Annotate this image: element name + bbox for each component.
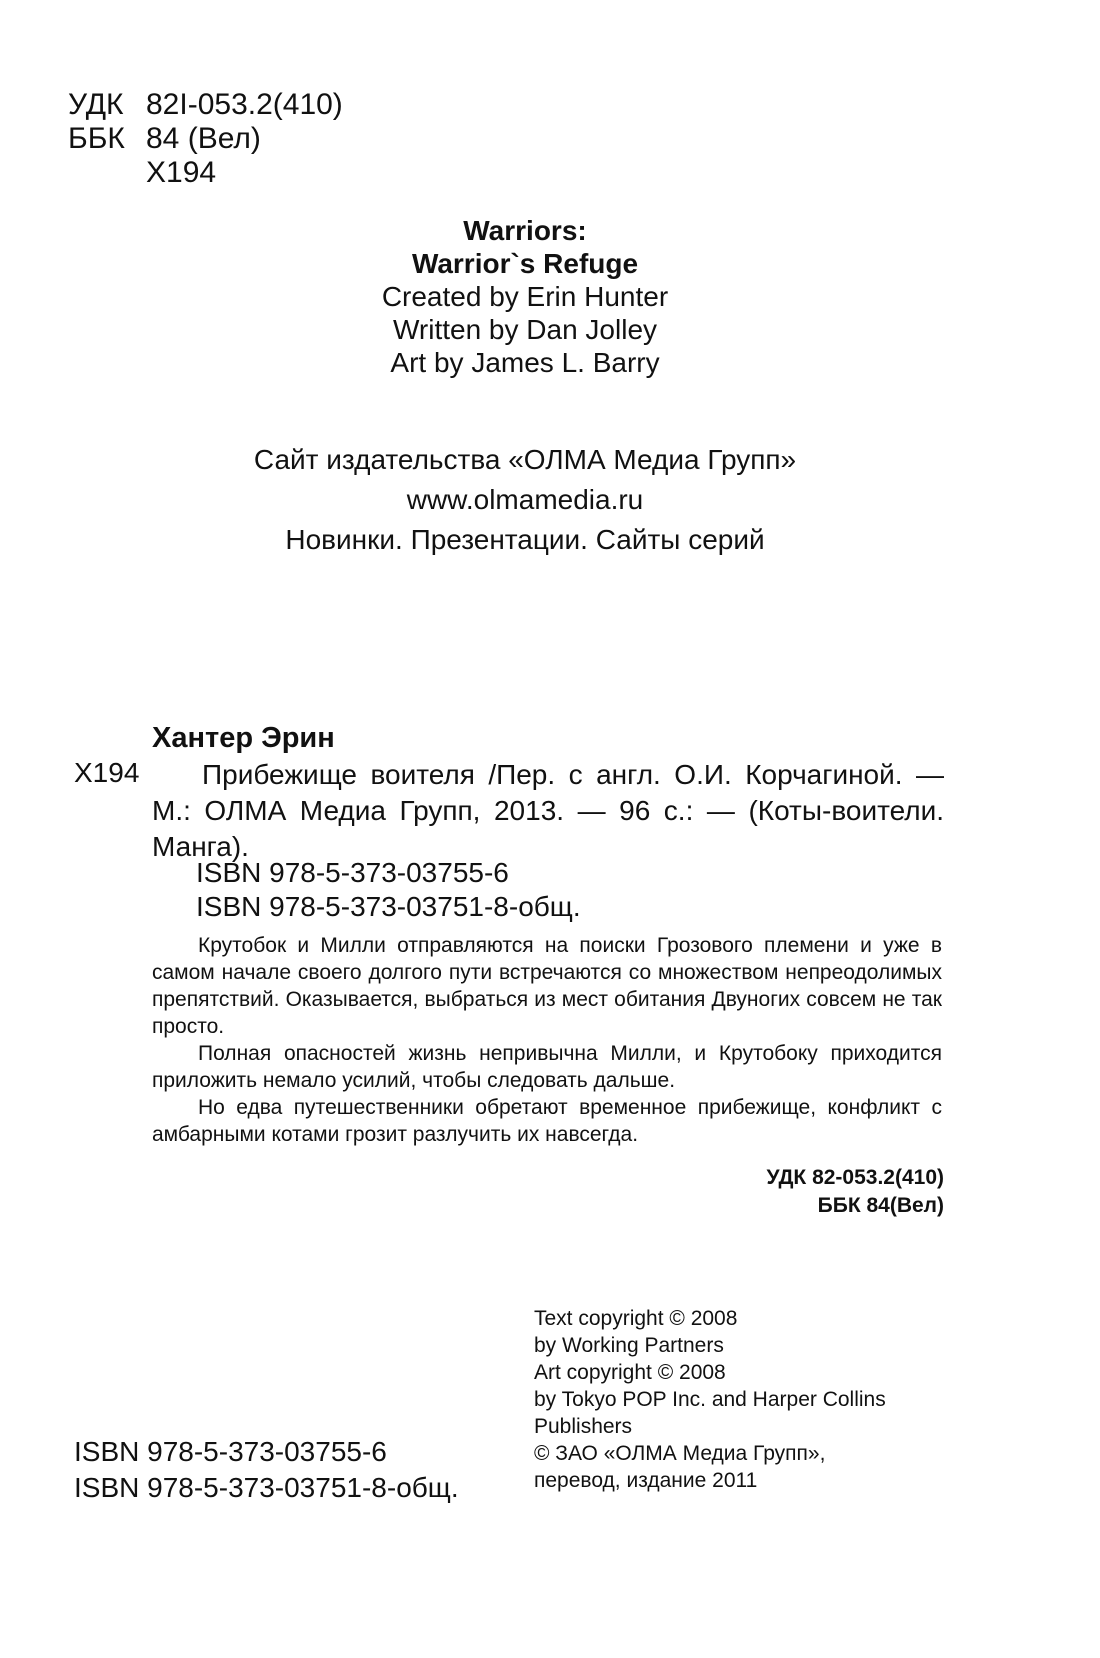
- bottom-isbn-list: [74, 1434, 459, 1506]
- publisher-url: www.olmamedia.ru: [406, 484, 644, 515]
- catalog-description: [152, 757, 944, 865]
- copyright-line-6: © ЗАО «ОЛМА Медиа Групп»,: [534, 1442, 826, 1465]
- bottom-isbn-1: ISBN 978-5-373-03755-6: [74, 1436, 387, 1467]
- publisher-site-line: Сайт издательства «ОЛМА Медиа Групп»: [253, 444, 797, 475]
- copyright-line-7: перевод, издание 2011: [534, 1469, 758, 1492]
- copyright-block: [534, 1305, 964, 1494]
- udk-value: 82I-053.2(410): [146, 88, 343, 121]
- annotation-paragraph-2: Полная опасностей жизнь непривычна Милли, и Крутобоку приходится приложить немало усилий, чтобы следовать дальше.: [152, 1042, 942, 1092]
- classification-block: [68, 88, 343, 190]
- annotation: [152, 932, 942, 1148]
- bbk-row: [68, 122, 343, 156]
- copyright-line-4: by Tokyo POP Inc. and Harper Collins: [534, 1388, 886, 1411]
- written-by: Written by Dan Jolley: [392, 314, 658, 345]
- title-block: [300, 214, 750, 379]
- author-mark: Х194: [146, 156, 217, 189]
- udk-label: УДК: [68, 88, 124, 121]
- bbk-footer: ББК 84(Вел): [817, 1194, 944, 1217]
- annotation-paragraph-1: Крутобок и Милли отправляются на поиски Грозового племени и уже в самом начале своего долгого пути встречаются со множеством непреодолимых препятствий. Оказывается, выбраться из мест обитания Двуногих совсем не так просто.: [152, 934, 942, 1038]
- annotation-paragraph-3: Но едва путешественники обретают временное прибежище, конфликт с амбарными котами грозит разлучить их навсегда.: [152, 1096, 942, 1146]
- catalog-isbn-2: ISBN 978-5-373-03751-8-общ.: [196, 891, 581, 922]
- publisher-tagline: Новинки. Презентации. Сайты серий: [285, 524, 765, 555]
- catalog-author: Хантер Эрин: [152, 722, 335, 754]
- series-title: Warriors:: [463, 215, 587, 246]
- copyright-line-3: Art copyright © 2008: [534, 1361, 726, 1384]
- udk-row: [68, 88, 343, 122]
- catalog-isbn-list: [196, 856, 581, 924]
- book-title: Warrior`s Refuge: [411, 248, 639, 279]
- catalog-code: Х194: [74, 757, 140, 788]
- bbk-value: 84 (Вел): [146, 122, 261, 155]
- publisher-block: [180, 440, 870, 560]
- catalog-description-text: Прибежище воителя /Пер. с англ. О.И. Корчагиной. — М.: ОЛМА Медиа Групп, 2013. — 96 с.: — (Коты-воители. Манга).: [152, 759, 944, 862]
- udk-footer: УДК 82-053.2(410): [766, 1166, 944, 1189]
- copyright-line-1: Text copyright © 2008: [534, 1307, 738, 1330]
- copyright-line-5: Publishers: [534, 1415, 633, 1438]
- catalog-isbn-1: ISBN 978-5-373-03755-6: [196, 857, 509, 888]
- art-by: Art by James L. Barry: [390, 347, 660, 378]
- bbk-label: ББК: [68, 122, 125, 155]
- copyright-line-2: by Working Partners: [534, 1334, 724, 1357]
- bottom-isbn-2: ISBN 978-5-373-03751-8-общ.: [74, 1472, 459, 1503]
- created-by: Created by Erin Hunter: [381, 281, 669, 312]
- classification-footer: [766, 1164, 944, 1220]
